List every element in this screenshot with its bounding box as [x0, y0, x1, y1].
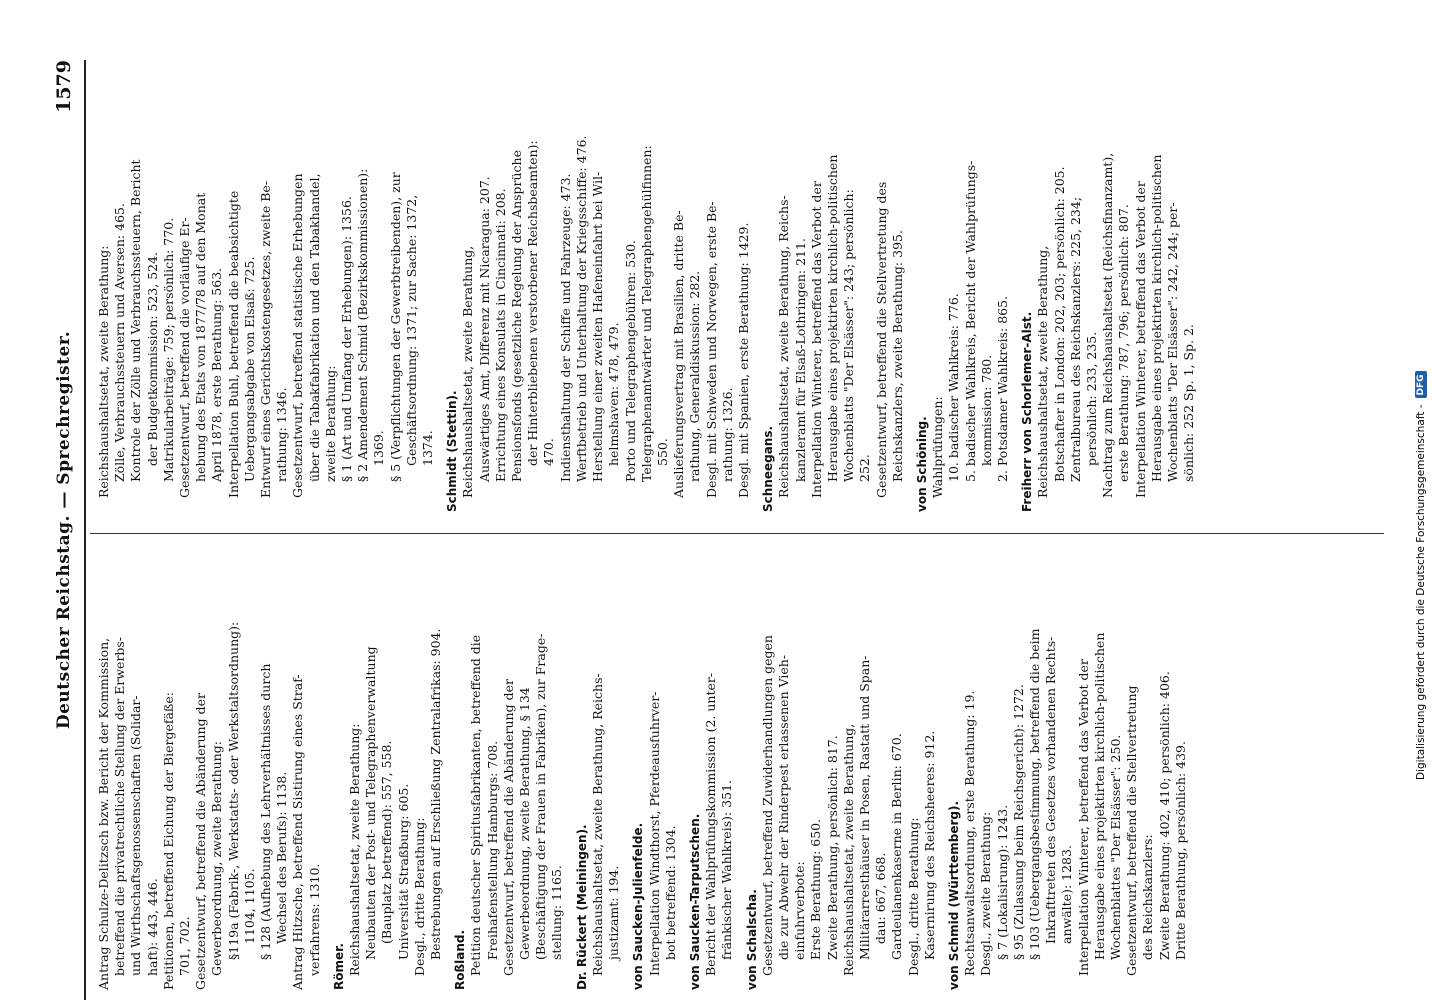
entry-line: 1369. — [371, 430, 387, 466]
footer-text: Digitalisierung gefördert durch die Deutsche Forschungsgemeinschaft - — [1415, 404, 1427, 780]
entry-line: persönlich: 233, 235. — [1083, 331, 1099, 466]
right-column — [96, 82, 1378, 512]
entry-line: April 1878, erste Berathung: 563. — [209, 267, 225, 482]
entry-line: helmshaven: 478, 479. — [606, 322, 622, 466]
entry-line: rathung: 1326. — [719, 387, 735, 482]
entry-line: Telegraphenamtwärter und Telegraphengehülfinnen: — [638, 145, 654, 482]
entry-line: Wahlprüfungen: — [930, 396, 946, 498]
register-entry — [574, 560, 623, 990]
entry-line: Inkrafttreten des Gesetzes vorhandenen Rechts- — [1043, 636, 1059, 944]
entry-line: Petition deutscher Spiritusfabrikanten, betreffend die — [468, 634, 484, 976]
entry-line: Wochenblatts "Der Elsässer": 242, 244; per- — [1165, 202, 1180, 482]
entry-line: Zweite Berathung: 402, 410; persönlich: 406. — [1156, 671, 1172, 960]
entry-line: rathung, Generaldiskussion: 282. — [687, 270, 703, 482]
entry-line: Antrag Schulze-Delitzsch bzw. Bericht der Kommission, — [96, 637, 111, 990]
speaker-name: Freiherr von Schorlemer-Alst. — [1020, 311, 1035, 512]
entry-line: Desgl. mit Spanien, erste Berathung: 1429. — [735, 222, 751, 498]
entry-line: Universität Straßburg: 605. — [395, 783, 411, 960]
entry-line: § 103 (Uebergangsbestimmung, betreffend die beim — [1026, 628, 1042, 960]
speaker-name: Schneegans. — [761, 425, 776, 512]
entry-line: Reichshaushaltsetat, zweite Berathung: — [347, 723, 363, 976]
entry-line: Zölle, Verbrauchssteuern und Aversen: 465. — [112, 203, 128, 482]
entry-line: 1374. — [420, 430, 436, 466]
entry-line: (Beschäftigung der Frauen in Fabriken), zur Frage- — [533, 633, 549, 960]
entry-line: 2. Potsdamer Wahlkreis: 865. — [994, 295, 1010, 482]
entry-line: Pensionsfonds (gesetzliche Regelung der Ansprüche — [509, 149, 525, 482]
entry-line: Petitionen, betreffend Eichung der Biergefäße: — [160, 692, 176, 990]
entry-line: Reichshaushaltsetat, zweite Berathung, Reichs- — [776, 195, 792, 498]
entry-line: Reichshaushaltsetat, zweite Berathung, — [840, 723, 856, 976]
entry-line: Gesetzentwurf, betreffend die Stellvertretung des — [873, 181, 889, 498]
left-column — [96, 560, 1378, 990]
entry-line: des Reichskanzlers: — [1140, 834, 1156, 960]
entry-line: 470. — [541, 438, 557, 466]
entry-line: Gardeulanenkaserne in Berlin: 670. — [889, 733, 905, 960]
entry-line: Antrag Hitzsche, betreffend Sistirung eines Straf- — [290, 674, 306, 990]
entry-line: Gesetzentwurf, betreffend die vorläufige Er- — [177, 217, 193, 498]
register-entry — [444, 82, 752, 512]
entry-line: sönlich: 252 Sp. 1, Sp. 2. — [1181, 324, 1197, 482]
speaker-name: von Schalscha. — [744, 889, 759, 990]
entry-line: §119a (Fabrik-, Werkstatts- oder Werkstaltsordnung): — [225, 621, 241, 960]
entry-line: Reichshaushaltsetat, zweite Berathung: — [96, 245, 111, 498]
speaker-name: Dr. Rückert (Meiningen). — [574, 824, 589, 990]
entry-line: Dritte Berathung, persönlich: 439. — [1172, 741, 1188, 960]
register-entry — [1019, 82, 1197, 512]
entry-line: Gewerbeordnung, zweite Berathung: — [209, 741, 225, 976]
entry-line: justizamt: 194. — [606, 865, 622, 960]
entry-line: Entwurf eines Gerichtskostengesetzes, zweite Be- — [258, 180, 274, 498]
entry-line: einfuhrverbote: — [792, 861, 808, 960]
entry-line: Indiensthaltung der Schiffe und Fahrzeuge: 473. — [557, 173, 573, 482]
entry-line: Erste Berathung: 650. — [808, 818, 824, 960]
entry-line: § 5 (Verpflichtungen der Gewerbtreibenden), zur — [387, 172, 403, 482]
entry-line: Gesetzentwurf, betreffend die Abänderung der — [193, 693, 209, 990]
entry-line: stellung: 1165. — [549, 865, 565, 960]
entry-line: Herausgabe eines projektirten kirchlich-politischen — [1091, 632, 1107, 960]
speaker-name: Roßland. — [453, 929, 468, 990]
entry-line: verfahrens: 1310. — [306, 863, 322, 976]
entry-line: Desgl., dritte Berathung: — [411, 817, 427, 976]
entry-line: Reichshaushaltsetat, zweite Berathung, — [460, 245, 476, 498]
entry-line: Botschafter in London: 202, 203; persönlich: 205. — [1051, 166, 1067, 482]
entry-line: Errichtung eines Konsulats in Cincinnati: 208. — [492, 188, 508, 482]
entry-line: Uebergangsabgabe von Elsaß: 725. — [241, 256, 257, 482]
page-header — [44, 60, 84, 1000]
entry-line: Rechtsanwaltsordnung, erste Berathung: 19. — [962, 690, 978, 976]
header-rule — [84, 60, 86, 1000]
speaker-name: Schmidt (Stettin). — [445, 390, 460, 512]
entry-line: zweite Berathung: — [322, 365, 338, 482]
entry-line: und Wirthschaftsgenossenschaften (Solidar- — [128, 695, 144, 976]
entry-line: Interpellation Buhl, betreffend die beabsichtigte — [225, 190, 241, 498]
register-entry — [914, 82, 1011, 512]
entry-line: Matrikularbeiträge: 759; persönlich: 770. — [160, 217, 176, 482]
entry-line: haft): 443, 446. — [144, 878, 160, 976]
entry-line: Bericht der Wahlprüfungskommission (2. unter- — [703, 672, 719, 976]
entry-line: Herausgabe eines projektirten kirchlich-politischen — [1148, 154, 1164, 482]
entry-line: Gesetzentwurf, betreffend die Abänderung der — [500, 679, 516, 976]
entry-line: 252. — [857, 454, 873, 482]
entry-line: der Hinterbliebenen verstorbener Reichsbeamten): — [525, 140, 541, 466]
entry-line: Neubauten der Post- und Telegraphenverwaltung — [363, 646, 379, 960]
entry-line: Zweite Berathung, persönlich: 817. — [824, 735, 840, 960]
entry-line: Kontrole der Zölle und Verbrauchssteuern, Bericht — [128, 159, 144, 482]
register-entry — [744, 560, 938, 990]
entry-line: § 7 (Lokalisirung): 1243. — [994, 804, 1010, 960]
entry-line: Auswärtiges Amt, Differenz mit Nicaragua: 207. — [476, 176, 492, 482]
entry-line: 550. — [654, 438, 670, 466]
entry-line: 1104, 1105. — [241, 868, 257, 944]
speaker-name: von Schöning. — [914, 416, 929, 512]
speaker-name: von Schmid (Württemberg). — [946, 800, 961, 990]
entry-line: § 128 (Aufhebung des Lehrverhältnisses durch — [258, 663, 274, 960]
entry-line: Herausgabe eines projektirten kirchlich-politischen — [824, 154, 840, 482]
entry-line: Desgl., dritte Berathung: — [905, 817, 921, 976]
register-entry — [96, 560, 323, 990]
entry-line: Bestrebungen auf Erschließung Zentralafrikas: 904. — [428, 628, 444, 960]
entry-line: Interpellation Winterer, betreffend das Verbot der — [808, 181, 824, 498]
entry-line: die zur Abwehr der Rinderpest erlassenen Vieh- — [775, 654, 791, 960]
entry-line: Reichskanzlers, zweite Berathung: 395. — [889, 230, 905, 482]
column-divider — [90, 533, 1384, 534]
entry-line: anwälte): 1283. — [1059, 845, 1075, 944]
entry-line: Wechsel des Berufs): 1138. — [274, 771, 290, 944]
entry-line: Nachtrag zum Reichshaushaltsetat (Reichsfinanzamt), — [1100, 152, 1116, 498]
entry-line: über die Tabakfabrikation und den Tabakhandel, — [306, 173, 322, 482]
entry-line: Werftbetrieb und Unterhaltung der Kriegsschiffe: 476. — [573, 135, 589, 482]
entry-line: Interpellation Winterer, betreffend das Verbot der — [1075, 659, 1091, 976]
register-entry — [630, 560, 679, 990]
speaker-name: von Saucken-Julienfelde. — [631, 822, 646, 990]
entry-line: betreffend die privatrechtliche Stellung der Erwerbs- — [112, 636, 128, 976]
page-title: Deutscher Reichstag. — Sprechregister. — [54, 330, 74, 730]
entry-line: der Budgetkommission: 523, 524. — [144, 251, 160, 466]
entry-line: § 1 (Art und Umfang der Erhebungen): 1356. — [339, 196, 355, 482]
entry-line: 701, 702. — [177, 916, 193, 976]
register-page — [36, 60, 1388, 1000]
digitization-footer — [1412, 10, 1430, 1000]
entry-line: Gewerbeordnung, zweite Berathung, § 134 — [517, 687, 533, 960]
entry-line: Reichshaushaltsetat, zweite Berathung, Reichs- — [589, 673, 605, 976]
register-entry — [96, 82, 436, 512]
entry-line: 10. badischer Wahlkreis: 776. — [946, 293, 962, 482]
entry-line: hebung des Etats von 1877/78 auf den Monat — [193, 192, 209, 482]
register-entry — [760, 82, 906, 512]
speaker-name: Römer. — [331, 943, 346, 990]
entry-line: dau: 667, 668. — [873, 852, 889, 944]
register-entry — [687, 560, 736, 990]
entry-line: (Bauplatz betreffend): 557, 558. — [379, 740, 395, 944]
entry-line: Interpellation Windthorst, Pferdeausfuhrver- — [646, 691, 662, 976]
entry-line: rathung: 1346. — [274, 387, 290, 482]
dfg-logo: DFG — [1415, 371, 1427, 398]
entry-line: Gesetzentwurf, betreffend Zuwiderhandlungen gegen — [759, 635, 775, 976]
speaker-name: von Saucken-Tarputschen. — [687, 813, 702, 990]
entry-line: Auslieferungsvertrag mit Brasilien, dritte Be- — [671, 210, 687, 498]
entry-line: § 95 (Zulassung beim Reichsgericht): 1272. — [1010, 684, 1026, 960]
entry-line: Wochenblattes "Der Elsässer": 250. — [1107, 734, 1123, 960]
entry-line: Kasernirung des Reichsheeres: 912. — [921, 730, 937, 960]
entry-line: Desgl., zweite Berathung: — [978, 811, 994, 976]
entry-line: Desgl. mit Schweden und Norwegen, erste Be- — [703, 201, 719, 498]
entry-line: Reichshaushaltsetat, zweite Berathung, — [1035, 245, 1051, 498]
entry-line: kommission: 780. — [978, 354, 994, 466]
entry-line: Wochenblatts "Der Elsässer": 243; persönlich: — [841, 189, 857, 482]
entry-line: Freihafenstellung Hamburgs: 708. — [484, 740, 500, 960]
entry-line: bot betreffend: 1304. — [662, 825, 678, 960]
entry-line: Interpellation Winterer, betreffend das Verbot der — [1132, 181, 1148, 498]
entry-line: Gesetzentwurf, betreffend statistische Erhebungen — [290, 173, 306, 498]
register-entry — [946, 560, 1189, 990]
entry-line: Geschäftsordnung: 1371; zur Sache: 1372, — [403, 194, 419, 466]
entry-line: 5. badischer Wahlkreis, Bericht der Wahlprüfungs- — [962, 160, 978, 482]
register-entry — [331, 560, 444, 990]
entry-line: kanzleramt für Elsaß-Lothringen: 211. — [792, 238, 808, 482]
entry-line: Gesetzentwurf, betreffend die Stellvertretung — [1124, 685, 1140, 976]
entry-line: Militärarresthäuser in Posen, Rastatt und Span- — [856, 655, 872, 960]
entry-line: erste Berathung: 787, 796; persönlich: 807. — [1116, 204, 1132, 482]
entry-line: Herstellung einer zweiten Hafeneinfahrt bei Wil- — [590, 171, 606, 482]
entry-line: Porto und Telegraphengebühren: 530. — [622, 239, 638, 482]
page-number: 1579 — [53, 60, 75, 113]
entry-line: Zentralbureau des Reichskanzlers: 225, 234; — [1067, 196, 1083, 482]
entry-line: fränkischer Wahlkreis): 351. — [719, 779, 735, 960]
register-entry — [452, 560, 565, 990]
entry-line: § 2 Amendement Schmid (Bezirkskommissionen): — [355, 168, 371, 482]
